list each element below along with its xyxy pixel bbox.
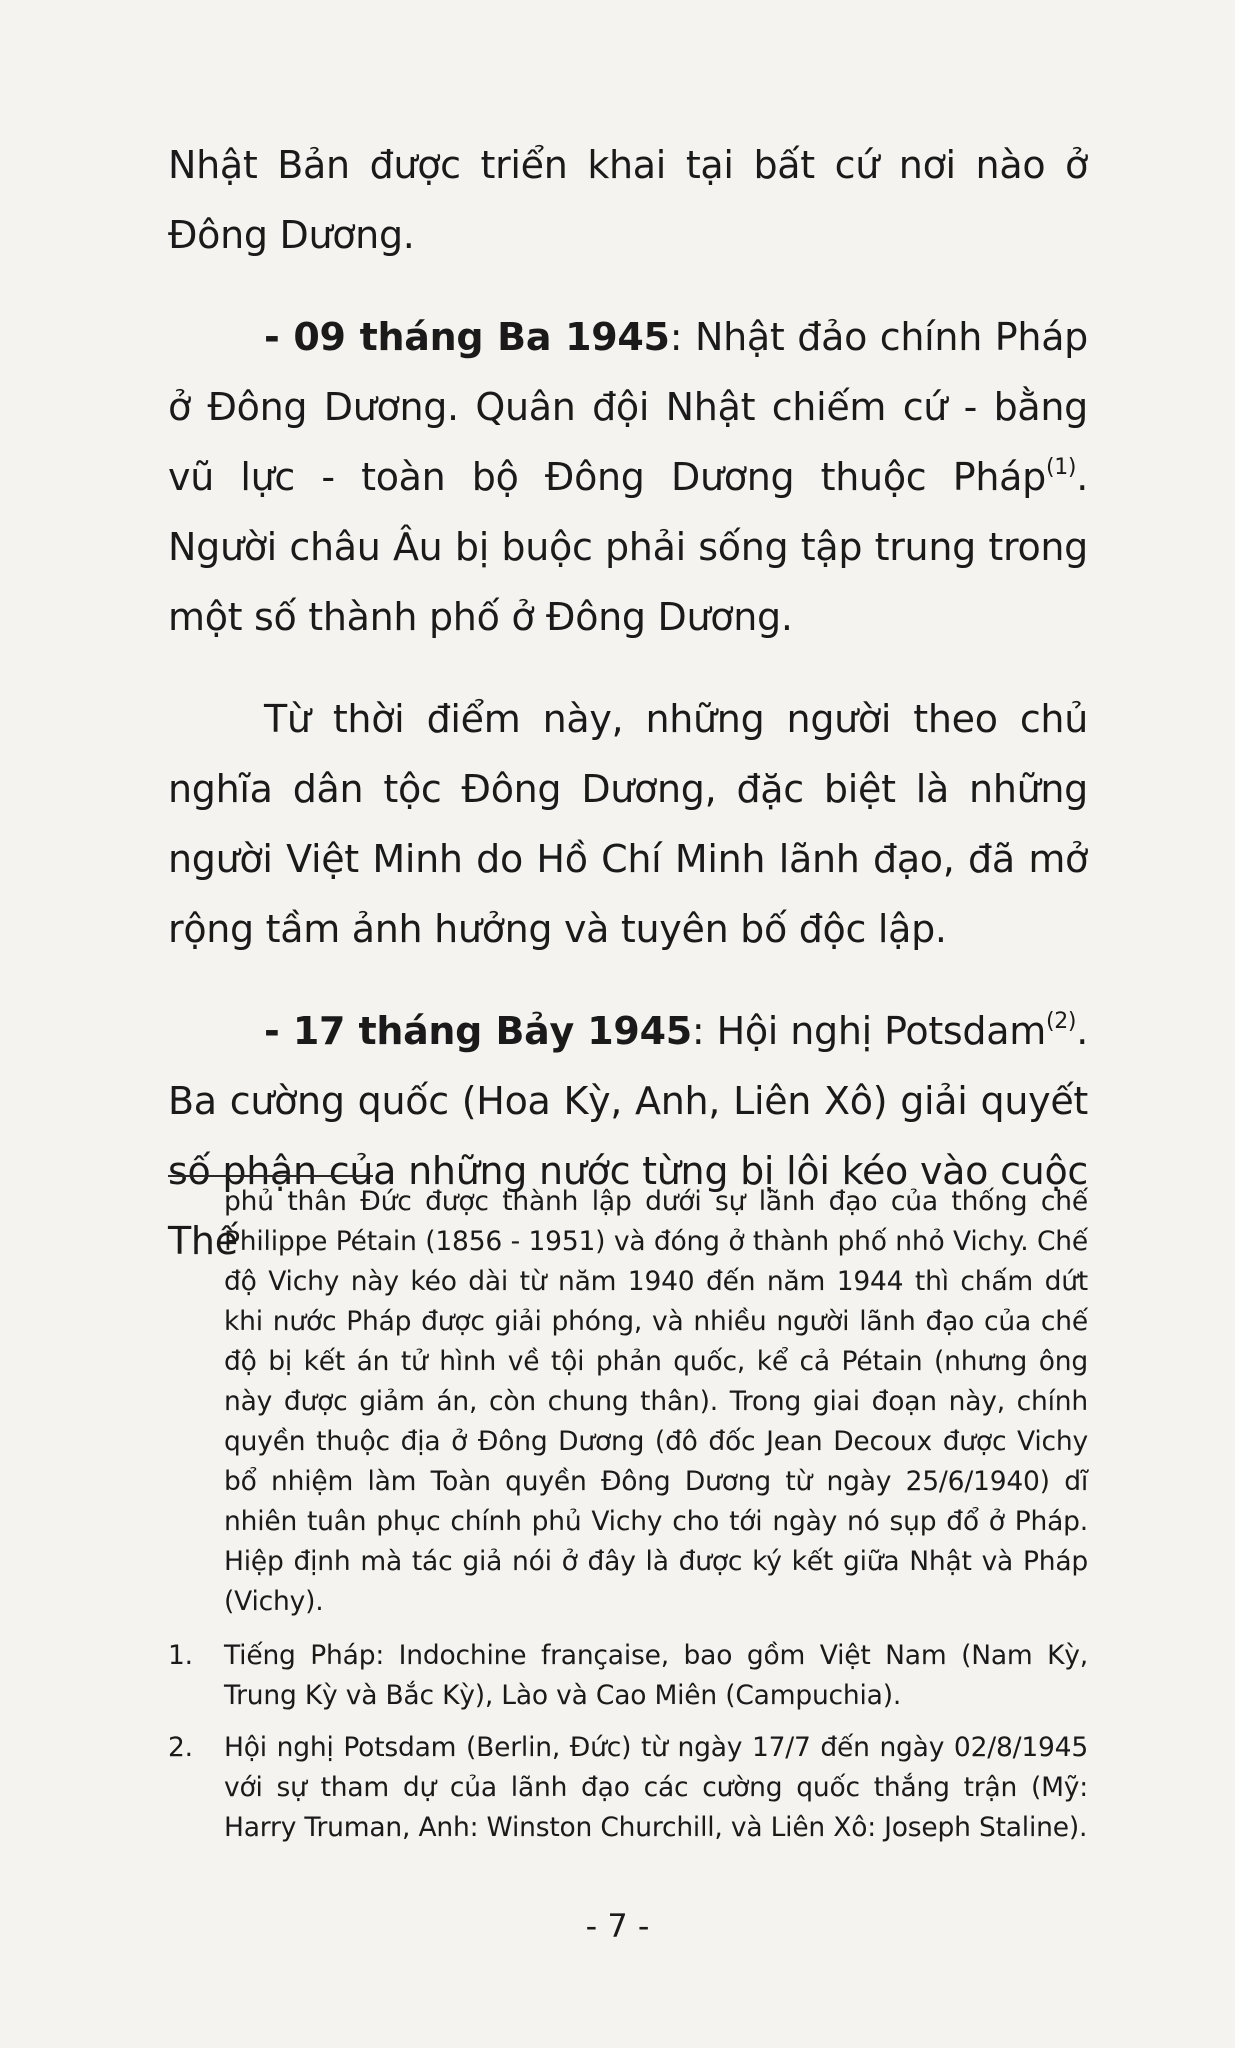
page-number: - 7 - — [585, 1907, 650, 1945]
paragraph-3: Từ thời điểm này, những người theo chủ nghĩa dân tộc Đông Dương, đặc biệt là những người Việt Minh do Hồ Chí Minh lãnh đạo, đã mở rộng tầm ảnh hưởng và tuyên bố độc lập. — [168, 697, 1088, 951]
footnote-continued: phủ thân Đức được thành lập dưới sự lãnh đạo của thống chế Philippe Pétain (1856 - 1951) và đóng ở thành phố nhỏ Vichy. Chế độ Vichy này kéo dài từ năm 1940 đến năm 1944 thì chấm dứt khi nước Pháp được giải phóng, và nhiều người lãnh đạo của chế độ bị kết án tử hình về tội phản quốc, kể cả Pétain (nhưng ông này được giảm án, còn chung thân). Trong giai đoạn này, chính quyền thuộc địa ở Đông Dương (đô đốc Jean Decoux được Vichy bổ nhiệm làm Toàn quyền Đông Dương từ ngày 25/6/1940) dĩ nhiên tuân phục chính phủ Vichy cho tới ngày nó sụp đổ ở Pháp. Hiệp định mà tác giả nói ở đây là được ký kết giữa Nhật và Pháp (Vichy). — [224, 1186, 1088, 1617]
paragraph-2 — [168, 302, 1088, 652]
date-heading-2: - 17 tháng Bảy 1945 — [264, 1009, 692, 1053]
date-heading-1: - 09 tháng Ba 1945 — [264, 315, 670, 359]
footnotes — [168, 1182, 1088, 1860]
paragraph-2-text-a: : Nhật đảo chính Pháp ở Đông Dương. Quân đội Nhật chiếm cứ - bằng vũ lực - toàn bộ Đông Dương thuộc Pháp — [168, 315, 1088, 499]
footnote-number: 2. — [168, 1732, 193, 1763]
footnote-ref-2: (2) — [1045, 1009, 1077, 1034]
paragraph-4-text-b: . Ba cường quốc (Hoa Kỳ, Anh, Liên Xô) giải quyết số phận của những nước từng bị lôi kéo vào cuộc Thế — [168, 1009, 1088, 1263]
footnote-2 — [168, 1728, 1088, 1848]
footnote-1 — [168, 1636, 1088, 1716]
paragraph-1: Nhật Bản được triển khai tại bất cứ nơi nào ở Đông Dương. — [168, 143, 1088, 257]
footnote-ref-1: (1) — [1045, 455, 1077, 480]
footnote-divider — [168, 1175, 373, 1177]
main-text — [168, 130, 1088, 1276]
paragraph-4-text-a: : Hội nghị Potsdam — [691, 1009, 1046, 1053]
footnote-number: 1. — [168, 1640, 193, 1671]
footnote-text: Hội nghị Potsdam (Berlin, Đức) từ ngày 17/7 đến ngày 02/8/1945 với sự tham dự của lãnh đạo các cường quốc thắng trận (Mỹ: Harry Truman, Anh: Winston Churchill, và Liên Xô: Joseph Staline). — [224, 1732, 1088, 1843]
footnote-text: Tiếng Pháp: Indochine française, bao gồm Việt Nam (Nam Kỳ, Trung Kỳ và Bắc Kỳ), Lào và Cao Miên (Campuchia). — [224, 1640, 1088, 1711]
paragraph-2-text-b: . Người châu Âu bị buộc phải sống tập trung trong một số thành phố ở Đông Dương. — [168, 455, 1088, 639]
